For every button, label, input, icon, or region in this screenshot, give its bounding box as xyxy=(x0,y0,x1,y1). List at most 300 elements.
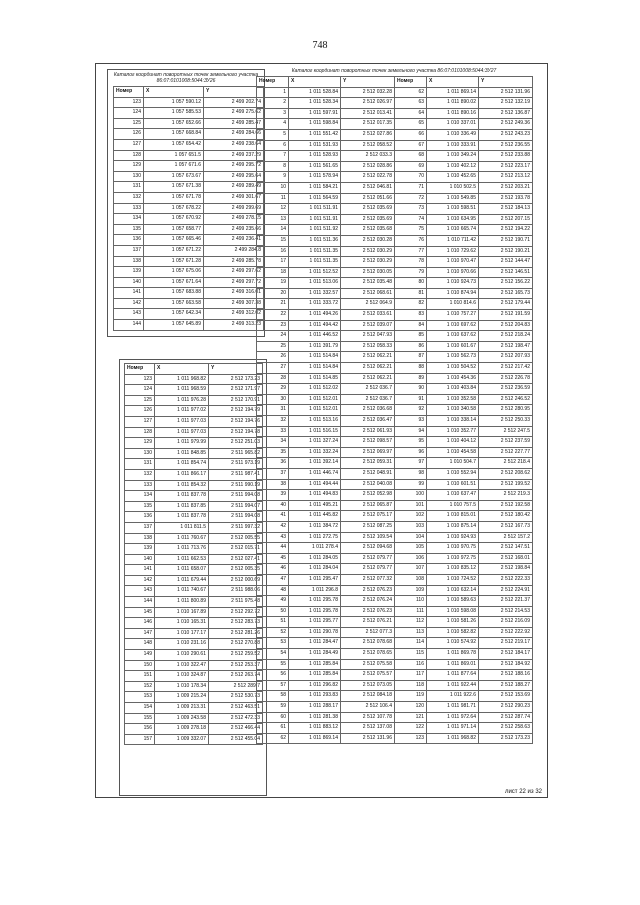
table-cell: 2 512 136.87 xyxy=(479,108,533,119)
table-cell: 1 010 874.94 xyxy=(427,288,479,299)
table-cell: 2 512 207.15 xyxy=(479,214,533,225)
table-cell: 133 xyxy=(125,480,155,491)
table-cell: 137 xyxy=(114,245,144,256)
table-cell: 55 xyxy=(257,659,289,670)
table-cell: 1 011 866.17 xyxy=(155,469,209,480)
table-cell: 2 512 218.24 xyxy=(479,331,533,342)
table-cell: 2 512 058.52 xyxy=(341,140,395,151)
table-row xyxy=(257,712,533,723)
table-cell: 52 xyxy=(257,627,289,638)
table-row xyxy=(257,108,533,119)
table-cell: 97 xyxy=(395,458,427,469)
table-cell: 2 512 048.91 xyxy=(341,468,395,479)
table-row xyxy=(257,161,533,172)
table-row xyxy=(114,277,264,288)
table-cell: 50 xyxy=(257,606,289,617)
table-row xyxy=(125,660,263,671)
table-cell: 3 xyxy=(257,108,289,119)
table-cell: 139 xyxy=(114,267,144,278)
table-cell: 2 512 180.42 xyxy=(479,511,533,522)
table-row xyxy=(257,468,533,479)
table-cell: 12 xyxy=(257,204,289,215)
table-row xyxy=(257,119,533,130)
table-cell: 104 xyxy=(395,532,427,543)
table-row xyxy=(125,724,263,735)
table-cell: 2 512 188.27 xyxy=(479,680,533,691)
table-row xyxy=(257,521,533,532)
table-cell: 10 xyxy=(257,182,289,193)
table-cell: 62 xyxy=(257,733,289,744)
table-cell: 2 512 208.62 xyxy=(479,468,533,479)
table-cell: 13 xyxy=(257,214,289,225)
table-cell: 1 011 597.91 xyxy=(289,108,341,119)
table-cell: 64 xyxy=(395,108,427,119)
table-cell: 1 011 511.91 xyxy=(289,204,341,215)
column-header-x-2: X xyxy=(427,77,479,88)
table-cell: 125 xyxy=(114,118,144,129)
table-cell: 43 xyxy=(257,532,289,543)
table-cell: 115 xyxy=(395,649,427,660)
table-cell: 126 xyxy=(125,406,155,417)
table-row xyxy=(125,692,263,703)
table-row xyxy=(114,245,264,256)
table-cell: 2 512 032.28 xyxy=(341,87,395,98)
column-header-number-2: Номер xyxy=(395,77,427,88)
table-cell: 1 010 582.82 xyxy=(427,627,479,638)
table-cell: 2 499 202.74 xyxy=(204,97,264,108)
table-cell: 1 010 504.7 xyxy=(427,458,479,469)
table-cell: 2 512 005.35 xyxy=(209,565,263,576)
table-row xyxy=(257,363,533,374)
table-cell: 1 057 678.22 xyxy=(144,203,204,214)
table-cell: 1 010 290.61 xyxy=(155,650,209,661)
table-cell: 1 011 968.82 xyxy=(155,374,209,385)
table-cell: 2 499 284.8 xyxy=(204,245,264,256)
table-row xyxy=(114,108,264,119)
table-cell: 28 xyxy=(257,373,289,384)
table-cell: 1 011 854.74 xyxy=(155,459,209,470)
table-cell: 1 009 215.24 xyxy=(155,692,209,703)
table-cell: 1 057 671.78 xyxy=(144,192,204,203)
table-row xyxy=(257,702,533,713)
column-header-number: Номер xyxy=(257,77,289,88)
column-header-y: Y xyxy=(204,87,264,98)
table-cell: 1 010 552.94 xyxy=(427,468,479,479)
table-cell: 1 011 514.84 xyxy=(289,352,341,363)
table-cell: 1 011 514.85 xyxy=(289,373,341,384)
table-cell: 17 xyxy=(257,257,289,268)
table-cell: 2 512 184.13 xyxy=(479,204,533,215)
table-cell: 16 xyxy=(257,246,289,257)
table-cell: 2 512 190.71 xyxy=(479,235,533,246)
table-cell: 2 512 027.86 xyxy=(341,129,395,140)
table-cell: 1 011 578.94 xyxy=(289,172,341,183)
table-cell: 2 512 094.68 xyxy=(341,543,395,554)
table-cell: 2 512 194.76 xyxy=(209,416,263,427)
table-cell: 1 010 349.24 xyxy=(427,151,479,162)
table-cell: 1 011 977.03 xyxy=(155,416,209,427)
table-cell: 1 057 683.88 xyxy=(144,288,204,299)
table-cell: 75 xyxy=(395,225,427,236)
table-row xyxy=(257,500,533,511)
table-cell: 2 512 030.29 xyxy=(341,257,395,268)
table-cell: 1 011 981.71 xyxy=(427,702,479,713)
table-cell: 2 512 167.73 xyxy=(479,521,533,532)
table-cell: 1 010 729.62 xyxy=(427,246,479,257)
table-cell: 2 512 190.21 xyxy=(479,246,533,257)
table-cell: 1 057 652.66 xyxy=(144,118,204,129)
table-cell: 1 011 272.75 xyxy=(289,532,341,543)
table-cell: 2 511 990.19 xyxy=(209,480,263,491)
table-cell: 2 511 973.19 xyxy=(209,459,263,470)
table-row xyxy=(257,288,533,299)
table-row xyxy=(257,394,533,405)
table-cell: 1 011 800.89 xyxy=(155,597,209,608)
table-cell: 2 512 243.23 xyxy=(479,129,533,140)
table-cell: 2 512 194.22 xyxy=(479,225,533,236)
table-cell: 2 512 033.61 xyxy=(341,310,395,321)
table-cell: 56 xyxy=(257,670,289,681)
table-cell: 138 xyxy=(125,533,155,544)
column-header-x: X xyxy=(155,364,209,375)
table-cell: 1 011 512.01 xyxy=(289,405,341,416)
table-cell: 1 057 654.42 xyxy=(144,139,204,150)
catalog-caption-zu27: Каталог координат поворотных точек земельного участка 86:07:0101008:5044:ЗУ27 xyxy=(291,68,497,74)
table-cell: 1 011 837.85 xyxy=(155,501,209,512)
table-cell: 2 512 251.03 xyxy=(209,438,263,449)
table-cell: 2 512 171.97 xyxy=(209,385,263,396)
table-row xyxy=(257,257,533,268)
column-header-y: Y xyxy=(341,77,395,88)
table-cell: 2 512 107.78 xyxy=(341,712,395,723)
table-cell: 1 011 837.78 xyxy=(155,491,209,502)
table-cell: 1 010 333.91 xyxy=(427,140,479,151)
table-cell: 112 xyxy=(395,617,427,628)
table-cell: 2 512 035.69 xyxy=(341,214,395,225)
table-row xyxy=(257,532,533,543)
table-cell: 1 011 512.52 xyxy=(289,267,341,278)
table-cell: 2 512 463.51 xyxy=(209,703,263,714)
table-row xyxy=(125,544,263,555)
table-cell: 1 011 877.64 xyxy=(427,670,479,681)
table-cell: 2 512 022.78 xyxy=(341,172,395,183)
table-cell: 2 512 173.23 xyxy=(209,374,263,385)
table-cell: 1 011 869.01 xyxy=(427,659,479,670)
table-cell: 1 011 446.74 xyxy=(289,468,341,479)
table-row xyxy=(257,447,533,458)
table-cell: 1 010 724.52 xyxy=(427,574,479,585)
table-cell: 142 xyxy=(125,575,155,586)
table-cell: 2 512 026.97 xyxy=(341,98,395,109)
table-cell: 2 512 203.21 xyxy=(479,182,533,193)
table-row xyxy=(257,553,533,564)
table-cell: 1 057 642.34 xyxy=(144,309,204,320)
table-cell: 2 512 270.88 xyxy=(209,639,263,650)
table-row xyxy=(125,469,263,480)
table-row xyxy=(257,574,533,585)
table-cell: 2 512 077.32 xyxy=(341,574,395,585)
table-cell: 1 011 296.82 xyxy=(289,680,341,691)
table-cell: 24 xyxy=(257,331,289,342)
table-cell: 134 xyxy=(114,214,144,225)
table-cell: 2 512 472.33 xyxy=(209,713,263,724)
table-cell: 2 512 087.25 xyxy=(341,521,395,532)
table-cell: 2 512 059.31 xyxy=(341,458,395,469)
table-cell: 1 010 177.17 xyxy=(155,628,209,639)
table-cell: 2 512 035.68 xyxy=(341,225,395,236)
table-row xyxy=(257,384,533,395)
table-row xyxy=(125,650,263,661)
table-cell: 1 011 837.78 xyxy=(155,512,209,523)
table-cell: 74 xyxy=(395,214,427,225)
table-cell: 1 011 561.65 xyxy=(289,161,341,172)
table-cell: 1 011 281.38 xyxy=(289,712,341,723)
table-cell: 1 010 598.51 xyxy=(427,204,479,215)
table-cell: 2 512 062.21 xyxy=(341,363,395,374)
table-cell: 1 011 528.84 xyxy=(289,87,341,98)
table-row xyxy=(114,224,264,235)
table-cell: 1 011 288.17 xyxy=(289,702,341,713)
table-row xyxy=(257,670,533,681)
table-cell: 146 xyxy=(125,618,155,629)
table-cell: 126 xyxy=(114,129,144,140)
table-cell: 2 512 030.05 xyxy=(341,267,395,278)
table-cell: 1 057 645.89 xyxy=(144,320,204,331)
table-cell: 127 xyxy=(125,416,155,427)
table-cell: 2 511 994.08 xyxy=(209,491,263,502)
table-cell: 18 xyxy=(257,267,289,278)
table-cell: 2 512 035.69 xyxy=(341,204,395,215)
table-cell: 1 011 495.21 xyxy=(289,500,341,511)
table-row xyxy=(257,627,533,638)
table-cell: 83 xyxy=(395,310,427,321)
table-cell: 2 512 039.07 xyxy=(341,320,395,331)
table-cell: 1 010 814.6 xyxy=(427,299,479,310)
table-row xyxy=(257,723,533,734)
table-cell: 1 011 662.53 xyxy=(155,554,209,565)
table-cell: 1 057 671.6 xyxy=(144,161,204,172)
table-cell: 2 511 965.82 xyxy=(209,448,263,459)
table-cell: 73 xyxy=(395,204,427,215)
table-row xyxy=(125,713,263,724)
table-cell: 2 512 233.88 xyxy=(479,151,533,162)
table-cell: 2 512 222.33 xyxy=(479,574,533,585)
table-cell: 2 xyxy=(257,98,289,109)
table-cell: 2 512 153.69 xyxy=(479,691,533,702)
table-cell: 2 512 075.58 xyxy=(341,659,395,670)
table-row xyxy=(125,575,263,586)
table-cell: 2 512 035.48 xyxy=(341,278,395,289)
table-row xyxy=(125,597,263,608)
table-cell: 2 512 078.65 xyxy=(341,649,395,660)
table-cell: 53 xyxy=(257,638,289,649)
table-cell: 90 xyxy=(395,384,427,395)
table-cell: 1 057 671.64 xyxy=(144,277,204,288)
table-cell: 1 xyxy=(257,87,289,98)
table-cell: 67 xyxy=(395,140,427,151)
table-cell: 1 011 511.92 xyxy=(289,225,341,236)
table-cell: 2 511 975.48 xyxy=(209,597,263,608)
table-cell: 2 499 301.67 xyxy=(204,192,264,203)
table-cell: 2 512 076.24 xyxy=(341,596,395,607)
page-number: 748 xyxy=(312,40,328,51)
table-cell: 1 010 637.47 xyxy=(427,490,479,501)
table-row xyxy=(257,341,533,352)
table-cell: 2 512 198.84 xyxy=(479,564,533,575)
table-row xyxy=(114,214,264,225)
table-cell: 130 xyxy=(125,448,155,459)
table-cell: 1 011 295.77 xyxy=(289,617,341,628)
table-row xyxy=(257,606,533,617)
table-cell: 2 499 235.66 xyxy=(204,224,264,235)
table-cell: 2 512 058.33 xyxy=(341,341,395,352)
table-cell: 151 xyxy=(125,671,155,682)
table-cell: 156 xyxy=(125,724,155,735)
table-cell: 1 011 278.4 xyxy=(289,543,341,554)
table-cell: 1 011 869.14 xyxy=(289,733,341,744)
table-cell: 33 xyxy=(257,426,289,437)
table-cell: 100 xyxy=(395,490,427,501)
table-cell: 95 xyxy=(395,437,427,448)
table-cell: 2 512 137.08 xyxy=(341,723,395,734)
table-cell: 1 057 658.77 xyxy=(144,224,204,235)
table-row xyxy=(125,512,263,523)
table-cell: 2 499 312.02 xyxy=(204,309,264,320)
table-cell: 1 010 581.26 xyxy=(427,617,479,628)
table-cell: 1 010 337.01 xyxy=(427,119,479,130)
table-cell: 34 xyxy=(257,437,289,448)
table-cell: 36 xyxy=(257,458,289,469)
table-cell: 2 512 033.3 xyxy=(341,151,395,162)
table-cell: 1 010 452.65 xyxy=(427,172,479,183)
table-cell: 1 010 632.14 xyxy=(427,585,479,596)
table-cell: 2 512 290.23 xyxy=(479,702,533,713)
column-header-y-2: Y xyxy=(479,77,533,88)
table-cell: 69 xyxy=(395,161,427,172)
table-cell: 1 011 290.78 xyxy=(289,627,341,638)
table-cell: 1 011 511.91 xyxy=(289,214,341,225)
table-cell: 2 512 194.79 xyxy=(209,406,263,417)
table-cell: 26 xyxy=(257,352,289,363)
table-cell: 2 512 156.22 xyxy=(479,278,533,289)
table-cell: 2 512 280.95 xyxy=(479,405,533,416)
table-cell: 1 011 977.03 xyxy=(155,427,209,438)
table-cell: 1 011 293.83 xyxy=(289,691,341,702)
table-cell: 42 xyxy=(257,521,289,532)
table-cell: 1 010 815.01 xyxy=(427,511,479,522)
table-row xyxy=(114,161,264,172)
table-cell: 132 xyxy=(125,469,155,480)
table-cell: 1 010 454.36 xyxy=(427,373,479,384)
table-cell: 1 011 285.84 xyxy=(289,670,341,681)
table-cell: 1 010 402.12 xyxy=(427,161,479,172)
table-row xyxy=(125,618,263,629)
table-row xyxy=(125,448,263,459)
table-cell: 1 057 665.46 xyxy=(144,235,204,246)
table-cell: 123 xyxy=(125,374,155,385)
table-cell: 70 xyxy=(395,172,427,183)
table-cell: 101 xyxy=(395,500,427,511)
table-cell: 2 512 530.73 xyxy=(209,692,263,703)
table-row xyxy=(114,182,264,193)
table-cell: 140 xyxy=(125,554,155,565)
table-cell: 6 xyxy=(257,140,289,151)
table-cell: 2 512 017.35 xyxy=(341,119,395,130)
table-cell: 2 512 204.83 xyxy=(479,320,533,331)
table-cell: 2 512 061.93 xyxy=(341,426,395,437)
table-row xyxy=(114,288,264,299)
table-cell: 93 xyxy=(395,416,427,427)
table-cell: 2 499 299.69 xyxy=(204,203,264,214)
table-cell: 2 512 036.47 xyxy=(341,416,395,427)
table-cell: 1 010 324.87 xyxy=(155,671,209,682)
table-row xyxy=(125,427,263,438)
table-row xyxy=(125,385,263,396)
table-cell: 116 xyxy=(395,659,427,670)
table-cell: 2 512 287.74 xyxy=(479,712,533,723)
table-cell: 62 xyxy=(395,87,427,98)
table-row xyxy=(257,267,533,278)
table-row xyxy=(125,416,263,427)
table-cell: 2 512 227.77 xyxy=(479,447,533,458)
table-row xyxy=(257,638,533,649)
table-cell: 134 xyxy=(125,491,155,502)
table-cell: 1 011 332.57 xyxy=(289,288,341,299)
table-cell: 2 512 109.54 xyxy=(341,532,395,543)
table-cell: 2 511 994.08 xyxy=(209,512,263,523)
table-cell: 1 011 384.72 xyxy=(289,521,341,532)
table-cell: 2 512 079.77 xyxy=(341,553,395,564)
table-cell: 1 011 511.35 xyxy=(289,246,341,257)
table-cell: 94 xyxy=(395,426,427,437)
table-cell: 1 011 284.05 xyxy=(289,553,341,564)
table-cell: 1 011 284.04 xyxy=(289,564,341,575)
table-cell: 51 xyxy=(257,617,289,628)
coordinates-table-continued xyxy=(124,363,263,745)
table-cell: 58 xyxy=(257,691,289,702)
table-cell: 2 512 030.29 xyxy=(341,246,395,257)
table-cell: 1 011 295.47 xyxy=(289,574,341,585)
table-cell: 144 xyxy=(114,320,144,331)
table-row xyxy=(114,97,264,108)
table-row xyxy=(125,554,263,565)
table-row xyxy=(125,734,263,745)
table-cell: 2 512 198.47 xyxy=(479,341,533,352)
table-cell: 2 512 219.17 xyxy=(479,638,533,649)
table-cell: 1 010 970.75 xyxy=(427,543,479,554)
table-cell: 2 512 144.47 xyxy=(479,257,533,268)
table-cell: 2 512 173.23 xyxy=(479,733,533,744)
table-cell: 1 011 979.99 xyxy=(155,438,209,449)
table-cell: 1 009 213.31 xyxy=(155,703,209,714)
table-cell: 145 xyxy=(125,607,155,618)
table-cell: 1 010 322.47 xyxy=(155,660,209,671)
table-cell: 1 011 445.82 xyxy=(289,511,341,522)
table-row xyxy=(114,171,264,182)
table-cell: 2 512 076.21 xyxy=(341,617,395,628)
table-cell: 2 512 062.21 xyxy=(341,352,395,363)
table-cell: 1 011 296.8 xyxy=(289,585,341,596)
table-cell: 125 xyxy=(125,395,155,406)
table-row xyxy=(257,733,533,744)
table-row xyxy=(125,565,263,576)
table-cell: 2 512 065.87 xyxy=(341,500,395,511)
table-cell: 2 512 191.59 xyxy=(479,310,533,321)
table-row xyxy=(114,118,264,129)
table-cell: 1 011 658.07 xyxy=(155,565,209,576)
table-cell: 2 499 295.64 xyxy=(204,171,264,182)
table-cell: 2 512 224.91 xyxy=(479,585,533,596)
